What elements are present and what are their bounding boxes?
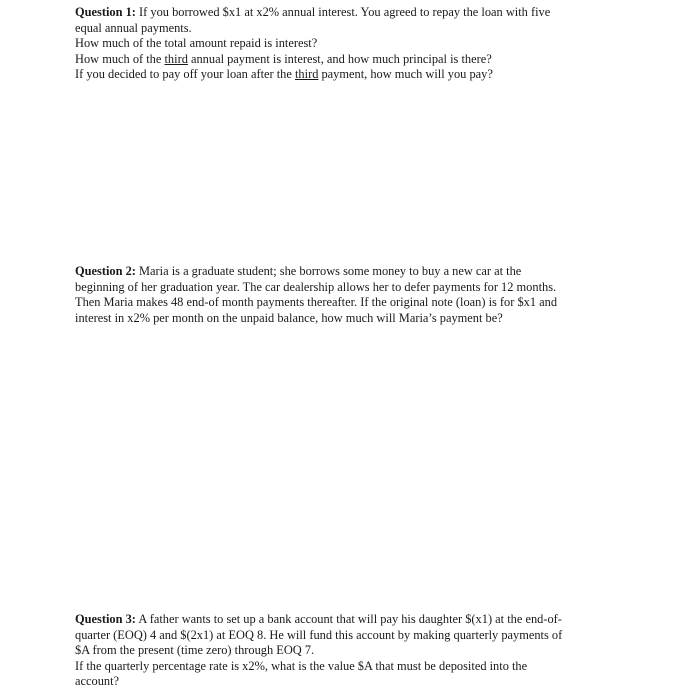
question-3-line-3: $A from the present (time zero) through EOQ 7.	[75, 643, 315, 658]
question-3-line-1: Question 3: A father wants to set up a bank account that will pay his daughter $(x1) at the end-of-	[75, 612, 562, 626]
question-3-line-5: account?	[75, 674, 120, 689]
question-1-line-1: Question 1: If you borrowed $x1 at x2% annual interest. You agreed to repay the loan with five	[75, 5, 551, 19]
question-3-line-2: quarter (EOQ) 4 and $(2x1) at EOQ 8. He will fund this account by making quarterly payments of	[75, 627, 563, 642]
question-2-line-2: beginning of her graduation year. The car dealership allows her to defer payments for 12 months.	[75, 279, 557, 294]
question-2-line-4: interest in x2% per month on the unpaid balance, how much will Maria’s payment be?	[75, 310, 503, 325]
question-2	[75, 264, 635, 326]
question-1-line-2: equal annual payments.	[75, 20, 192, 35]
question-1	[75, 5, 635, 83]
question-1-line-5: If you decided to pay off your loan after the third payment, how much will you pay?	[75, 67, 493, 82]
question-3-label: Question 3:	[75, 612, 136, 626]
question-3-line-4: If the quarterly percentage rate is x2%, what is the value $A that must be deposited into the	[75, 658, 528, 673]
question-2-line-3: Then Maria makes 48 end-of month payments thereafter. If the original note (loan) is for $x1 and	[75, 295, 558, 310]
question-1-line-4: How much of the third annual payment is interest, and how much principal is there?	[75, 51, 492, 66]
underlined-third: third	[164, 51, 188, 66]
question-3	[75, 612, 635, 690]
question-2-line-1: Question 2: Maria is a graduate student; she borrows some money to buy a new car at the	[75, 264, 522, 278]
question-2-label: Question 2:	[75, 264, 136, 278]
question-1-line-3: How much of the total amount repaid is interest?	[75, 36, 318, 51]
underlined-third: third	[294, 67, 319, 82]
question-1-label: Question 1:	[75, 5, 136, 19]
